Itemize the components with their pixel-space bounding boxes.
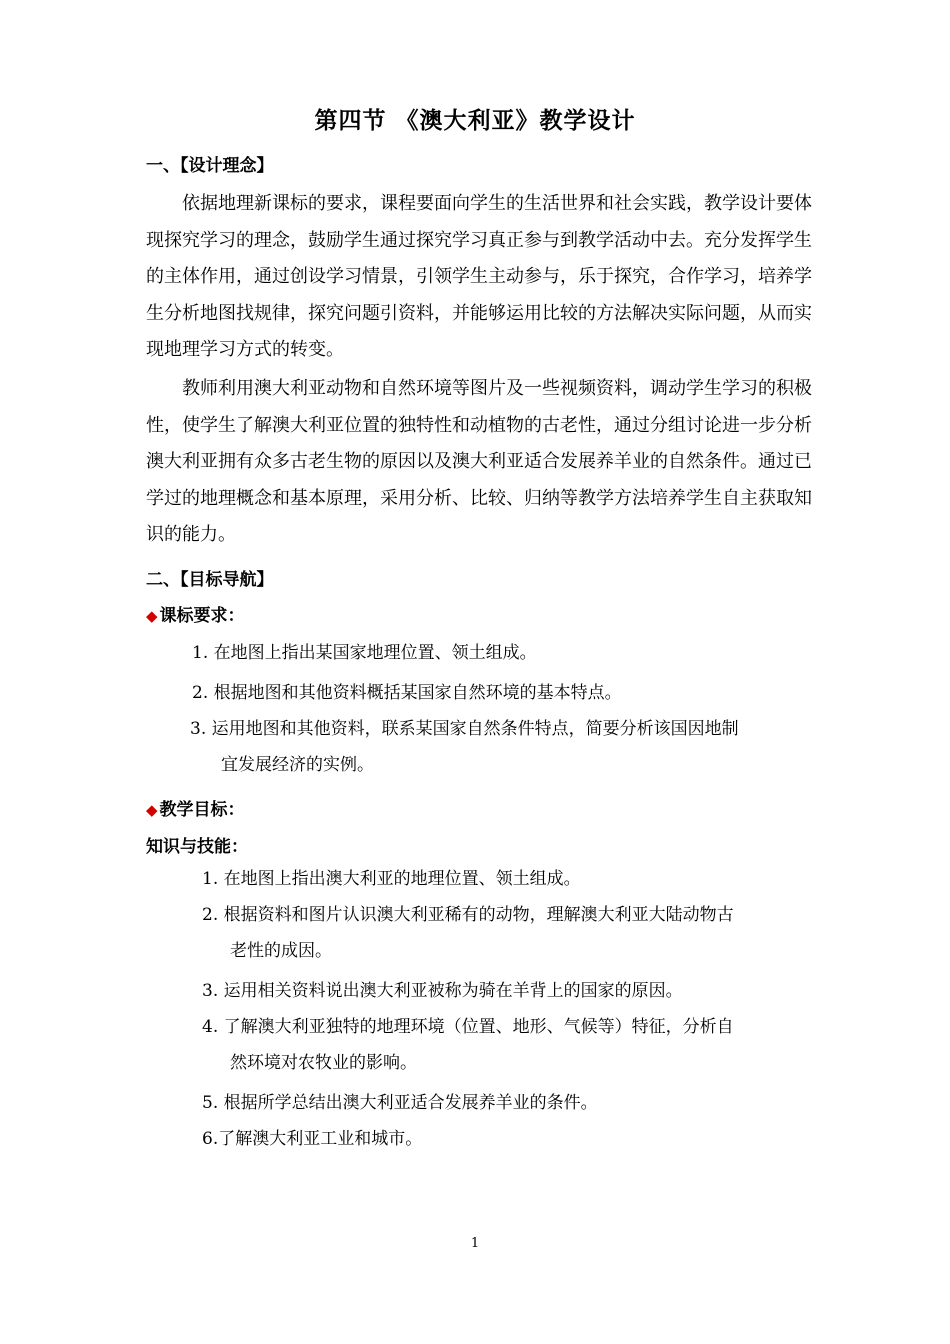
list-item [202,1009,734,1045]
list-item [202,861,581,897]
list-item [202,897,734,933]
list-item-number: 3. [190,719,207,739]
paragraph-design-concept-2: 教师利用澳大利亚动物和自然环境等图片及一些视频资料，调动学生学习的积极性，使学生了解澳大利亚位置的独特性和动植物的古老性，通过分组讨论进一步分析澳大利亚拥有众多古老生物的原因以及澳大利亚适合发展养羊业的自然条件。通过已学过的地理概念和基本原理，采用分析、比较、归纳等教学方法培养学生自主获取知识的能力。 [146,378,812,545]
list-item-continuation: 宜发展经济的实例。 [221,755,374,775]
list-item-number: 2. [192,683,209,703]
list-item-text: 根据地图和其他资料概括某国家自然环境的基本特点。 [213,683,622,703]
list-item-number: 1. [202,869,219,889]
paragraph-design-concept-1: 依据地理新课标的要求，课程要面向学生的生活世界和社会实践，教学设计要体现探究学习的理念，鼓励学生通过探究学习真正参与到教学活动中去。充分发挥学生的主体作用，通过创设学习情景，引领学生主动参与，乐于探究，合作学习，培养学生分析地图找规律，探究问题引资料，并能够运用比较的方法解决实际问题，从而实现地理学习方式的转变。 [146,193,812,360]
list-item-text: 在地图上指出澳大利亚的地理位置、领土组成。 [223,869,581,889]
list-item [202,973,683,1009]
section-heading-design-concept: 一、【设计理念】 [146,156,274,176]
list-item-number: 4. [202,1017,219,1037]
red-diamond-icon: ◆ [146,607,158,625]
list-item-text: 了解澳大利亚工业和城市。 [218,1129,423,1149]
list-item-continuation: 老性的成因。 [230,941,332,961]
list-item-text: 了解澳大利亚独特的地理环境（位置、地形、气候等）特征，分析自 [223,1017,734,1037]
list-item-text: 运用相关资料说出澳大利亚被称为骑在羊背上的国家的原因。 [223,981,683,1001]
list-item-text: 运用地图和其他资料，联系某国家自然条件特点，简要分析该国因地制 [211,719,739,739]
list-item-text: 在地图上指出某国家地理位置、领土组成。 [213,643,537,663]
goals-heading-label: 教学目标： [159,800,245,820]
page-title: 第四节 《澳大利亚》教学设计 [314,108,636,134]
red-diamond-icon: ◆ [146,801,158,819]
list-item-number: 1. [192,643,209,663]
curriculum-heading-label: 课标要求： [159,606,245,626]
list-item [202,1121,422,1157]
subheading-knowledge-skills: 知识与技能： [146,837,248,857]
list-item-number: 2. [202,905,219,925]
list-item-continuation: 然环境对农牧业的影响。 [230,1053,417,1073]
list-item [192,675,622,711]
list-item-text: 根据所学总结出澳大利亚适合发展养羊业的条件。 [223,1093,598,1113]
list-item-number: 5. [202,1093,219,1113]
list-item-text: 根据资料和图片认识澳大利亚稀有的动物，理解澳大利亚大陆动物古 [223,905,734,925]
list-item [202,1085,598,1121]
subheading-curriculum-requirements [146,601,245,626]
list-item [190,711,739,747]
list-item-number: 3. [202,981,219,1001]
section-heading-goal-navigation: 二、【目标导航】 [146,570,274,590]
list-item-number: 6. [202,1129,219,1149]
list-item [192,635,537,671]
subheading-teaching-goals [146,795,245,820]
page-number: 1 [470,1236,480,1251]
